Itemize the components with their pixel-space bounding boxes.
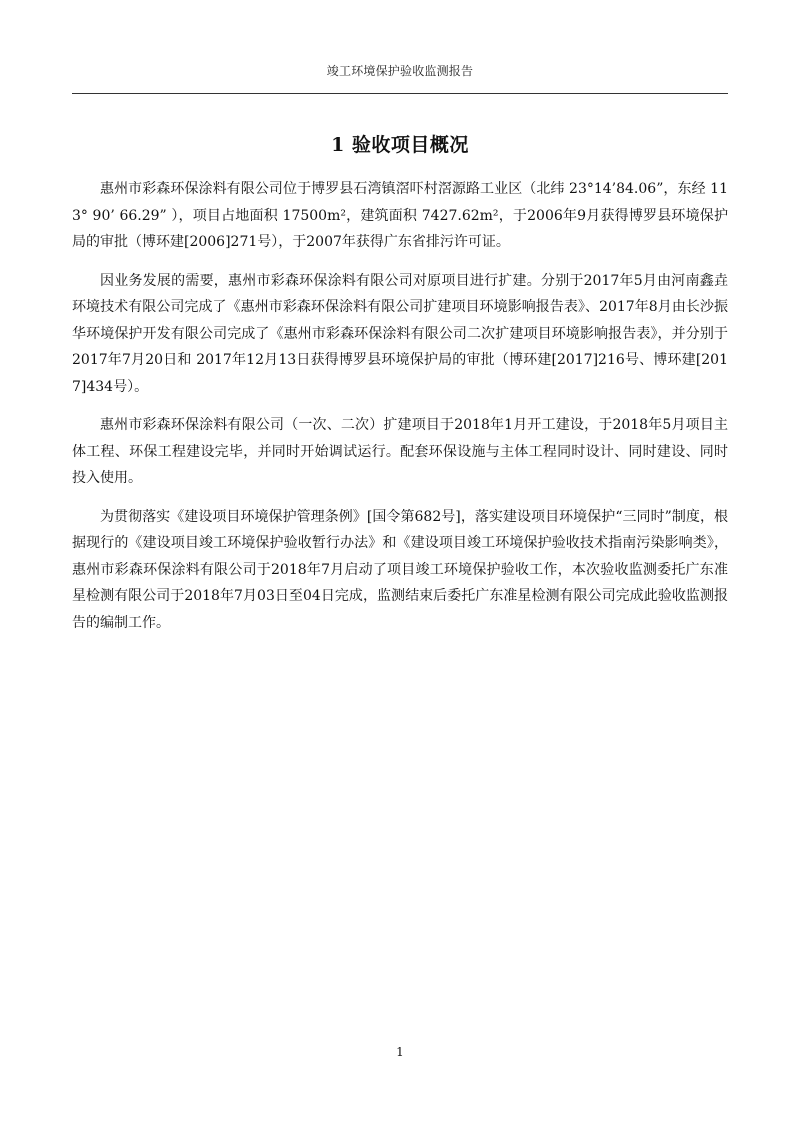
paragraph-construction: 惠州市彩森环保涂料有限公司（一次、二次）扩建项目于2018年1月开工建设，于2018年5月项目主体工程、环保工程建设完毕，并同时开始调试运行。配套环保设施与主体工程同时设计、同时建设、同时投入使用。 (72, 417, 728, 486)
running-header: 竣工环境保护验收监测报告 (326, 64, 474, 78)
section-title: 1 验收项目概况 (331, 134, 469, 156)
page-number: 1 (396, 1045, 404, 1059)
body-text (72, 176, 728, 648)
header-divider (72, 93, 728, 94)
paragraph-acceptance: 为贯彻落实《建设项目环境保护管理条例》[国令第682号]，落实建设项目环境保护“三同时”制度，根据现行的《建设项目竣工环境保护验收暂行办法》和《建设项目竣工环境保护验收技术指南污染影响类》，惠州市彩森环保涂料有限公司于2018年7月启动了项目竣工环境保护验收工作，本次验收监测委托广东准星检测有限公司于2018年7月03日至04日完成，监测结束后委托广东准星检测有限公司完成此验收监测报告的编制工作。 (72, 508, 728, 631)
paragraph-expansion: 因业务发展的需要，惠州市彩森环保涂料有限公司对原项目进行扩建。分别于2017年5月由河南鑫垚环境技术有限公司完成了《惠州市彩森环保涂料有限公司扩建项目环境影响报告表》、2017年8月由长沙振华环境保护开发有限公司完成了《惠州市彩森环保涂料有限公司二次扩建项目环境影响报告表》，并分别于2017年7月20日和 2017年12月13日获得博罗县环境保护局的审批（博环建[2017]216号、博环建[2017]434号）。 (72, 272, 728, 395)
paragraph-project-location: 惠州市彩森环保涂料有限公司位于博罗县石湾镇滘吓村滘源路工业区（北纬 23°14’84.06”，东经 113° 90’ 66.29” ），项目占地面积 17500m²，建筑面积 7427.62m²，于2006年9月获得博罗县环境保护局的审批（博环建[2006]271号），于2007年获得广东省排污许可证。 (72, 181, 728, 250)
